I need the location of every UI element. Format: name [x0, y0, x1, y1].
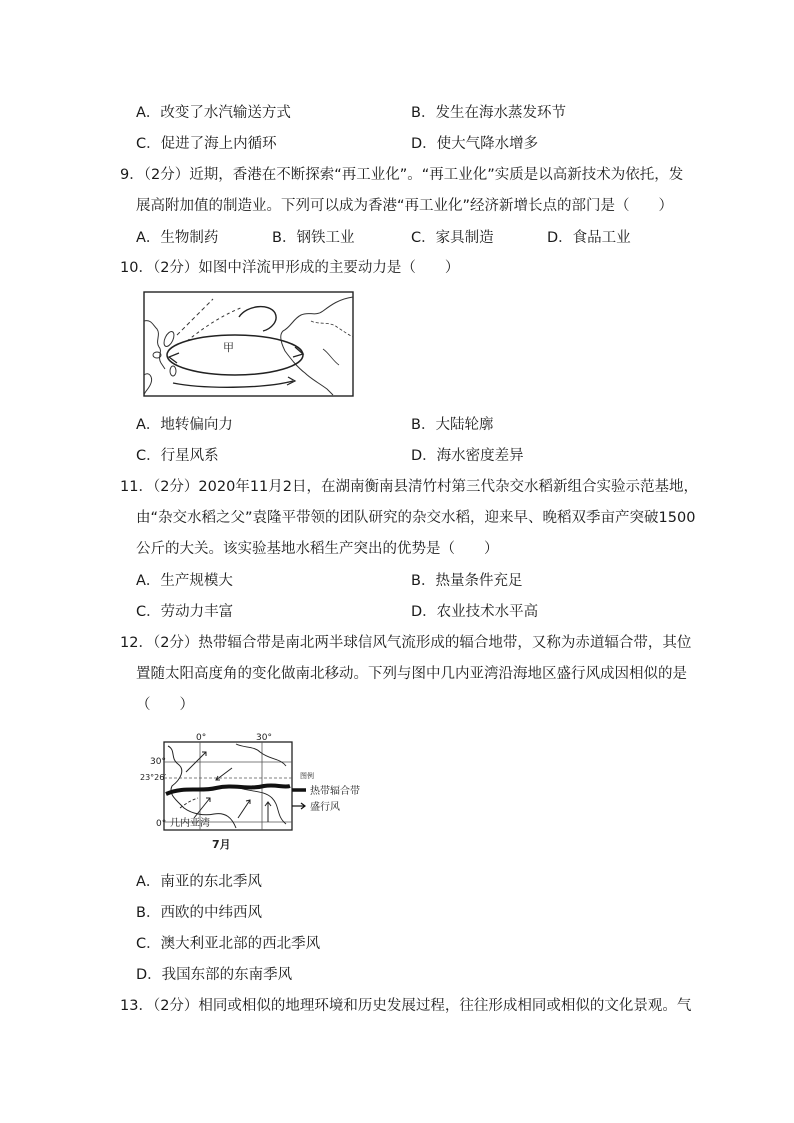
q11-option-a: A．生产规模大 — [136, 573, 233, 589]
q12-label-lon-0: 0° — [196, 733, 207, 743]
q12-option-c: C．澳大利亚北部的西北季风 — [136, 936, 321, 952]
q12-option-b: B．西欧的中纬西风 — [136, 905, 262, 921]
q11-option-d: D．农业技术水平高 — [411, 604, 539, 620]
q9-option-c: C．家具制造 — [411, 230, 494, 246]
q9-option-a: A．生物制药 — [136, 230, 219, 246]
q12-legend-title: 图例 — [300, 772, 314, 780]
q8-option-d: D．使大气降水增多 — [411, 136, 539, 152]
q12-stem-line3: （ ） — [136, 697, 194, 713]
q12-stem-line1: 12．（2分）热带辐合带是南北两半球信风气流形成的辐合地带，又称为赤道辐合带，其位 — [120, 635, 692, 651]
q8-option-b: B．发生在海水蒸发环节 — [411, 105, 566, 121]
q10-stem: 10．（2分）如图中洋流甲形成的主要动力是（ ） — [120, 260, 460, 276]
q12-legend-itcz-label: 热带辐合带 — [310, 786, 360, 797]
q10-option-b: B．大陆轮廓 — [411, 417, 494, 433]
q11-stem-line2: 由“杂交水稻之父”袁隆平带领的团队研究的杂交水稻，迎来早、晚稻双季亩产突破1500 — [136, 510, 696, 526]
q11-option-b: B．热量条件充足 — [411, 573, 523, 589]
q13-stem-line1: 13．（2分）相同或相似的地理环境和历史发展过程，往往形成相同或相似的文化景观。气 — [120, 998, 692, 1014]
q10-option-a: A．地转偏向力 — [136, 417, 233, 433]
q12-label-lat-0: 0° — [156, 819, 167, 829]
q10-ocean-current-map — [143, 291, 354, 397]
q10-map-label-jia: 甲 — [223, 341, 234, 354]
q9-stem-line1: 9．（2分）近期，香港在不断探索“再工业化”。“再工业化”实质是以高新技术为依托，发 — [120, 167, 684, 183]
q9-stem-line2: 展高附加值的制造业。下列可以成为香港“再工业化”经济新增长点的部门是（ ） — [136, 198, 674, 214]
q12-label-lat-30: 30° — [150, 757, 166, 767]
q8-option-c: C．促进了海上内循环 — [136, 136, 277, 152]
q10-option-d: D．海水密度差异 — [411, 448, 524, 464]
q12-option-d: D．我国东部的东南季风 — [136, 967, 293, 983]
q12-label-guinea-gulf: 几内亚湾 — [170, 818, 210, 829]
q12-itcz-figure — [140, 728, 380, 856]
q9-option-b: B．钢铁工业 — [272, 230, 355, 246]
q8-option-a: A．改变了水汽输送方式 — [136, 105, 291, 121]
q12-figure-caption: 7月 — [212, 838, 231, 851]
q11-stem-line1: 11．（2分）2020年11月2日，在湖南衡南县清竹村第三代杂交水稻新组合实验示范基地， — [120, 479, 699, 495]
q12-label-lon-30: 30° — [256, 733, 272, 743]
q10-option-c: C．行星风系 — [136, 448, 219, 464]
q12-label-tropic: 23°26′ — [140, 773, 167, 782]
q12-stem-line2: 置随太阳高度角的变化做南北移动。下列与图中几内亚湾沿海地区盛行风成因相似的是 — [136, 666, 687, 682]
q9-option-d: D．食品工业 — [547, 230, 631, 246]
q11-stem-line3: 公斤的大关。该实验基地水稻生产突出的优势是（ ） — [136, 541, 499, 557]
q12-option-a: A．南亚的东北季风 — [136, 874, 262, 890]
q11-option-c: C．劳动力丰富 — [136, 604, 234, 620]
q12-legend-wind-label: 盛行风 — [310, 802, 340, 813]
